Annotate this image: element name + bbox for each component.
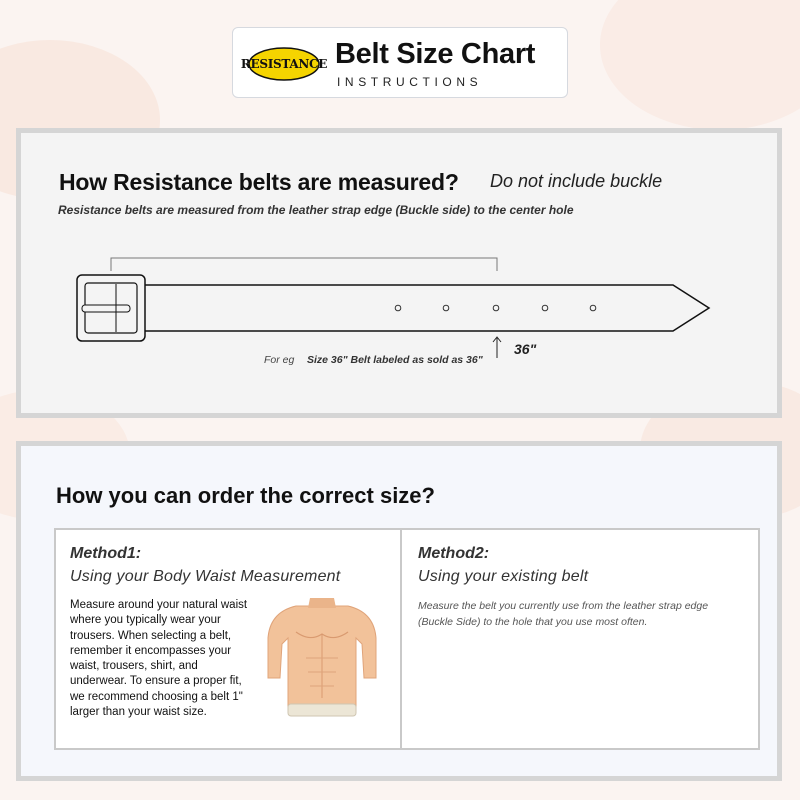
measure-panel-inner bbox=[21, 133, 777, 413]
resistance-logo bbox=[240, 47, 328, 81]
order-panel bbox=[16, 441, 782, 781]
methods-box bbox=[54, 528, 760, 750]
method2-label: Method2: bbox=[418, 545, 490, 562]
logo-text: RESISTANCE bbox=[240, 57, 328, 71]
method1-text: Measure around your natural waist where you typically wear your trousers. When selecting a belt, remember it encompasses your waist, trousers, shirt, and underwear. To ensure a proper fit, we recommend choosing a belt 1" larger than your waist size. bbox=[70, 599, 248, 719]
method2-subtitle: Using your existing belt bbox=[418, 568, 589, 585]
page-title: Belt Size Chart bbox=[335, 38, 536, 70]
header-card bbox=[232, 27, 568, 98]
order-title: How you can order the correct size? bbox=[56, 483, 435, 508]
page-subtitle: INSTRUCTIONS bbox=[337, 75, 483, 89]
method1-subtitle: Using your Body Waist Measurement bbox=[70, 568, 341, 585]
torso-illustration bbox=[266, 598, 378, 718]
measure-note: Do not include buckle bbox=[490, 171, 663, 191]
example-text: Size 36" Belt labeled as sold as 36" bbox=[307, 354, 483, 366]
measure-description: Resistance belts are measured from the leather strap edge (Buckle side) to the center hole bbox=[58, 203, 574, 217]
size-marker: 36" bbox=[514, 341, 537, 357]
example-prefix: For eg bbox=[264, 354, 295, 366]
background-petal bbox=[600, 0, 800, 130]
method2-text: Measure the belt you currently use from the leather strap edge (Buckle Side) to the hole that you use most often. bbox=[418, 600, 709, 628]
methods-divider bbox=[400, 530, 402, 748]
measure-panel bbox=[16, 128, 782, 418]
measure-title: How Resistance belts are measured? bbox=[59, 169, 459, 195]
method1-label: Method1: bbox=[70, 545, 142, 562]
order-panel-inner bbox=[21, 446, 777, 776]
belt-diagram bbox=[21, 133, 777, 413]
